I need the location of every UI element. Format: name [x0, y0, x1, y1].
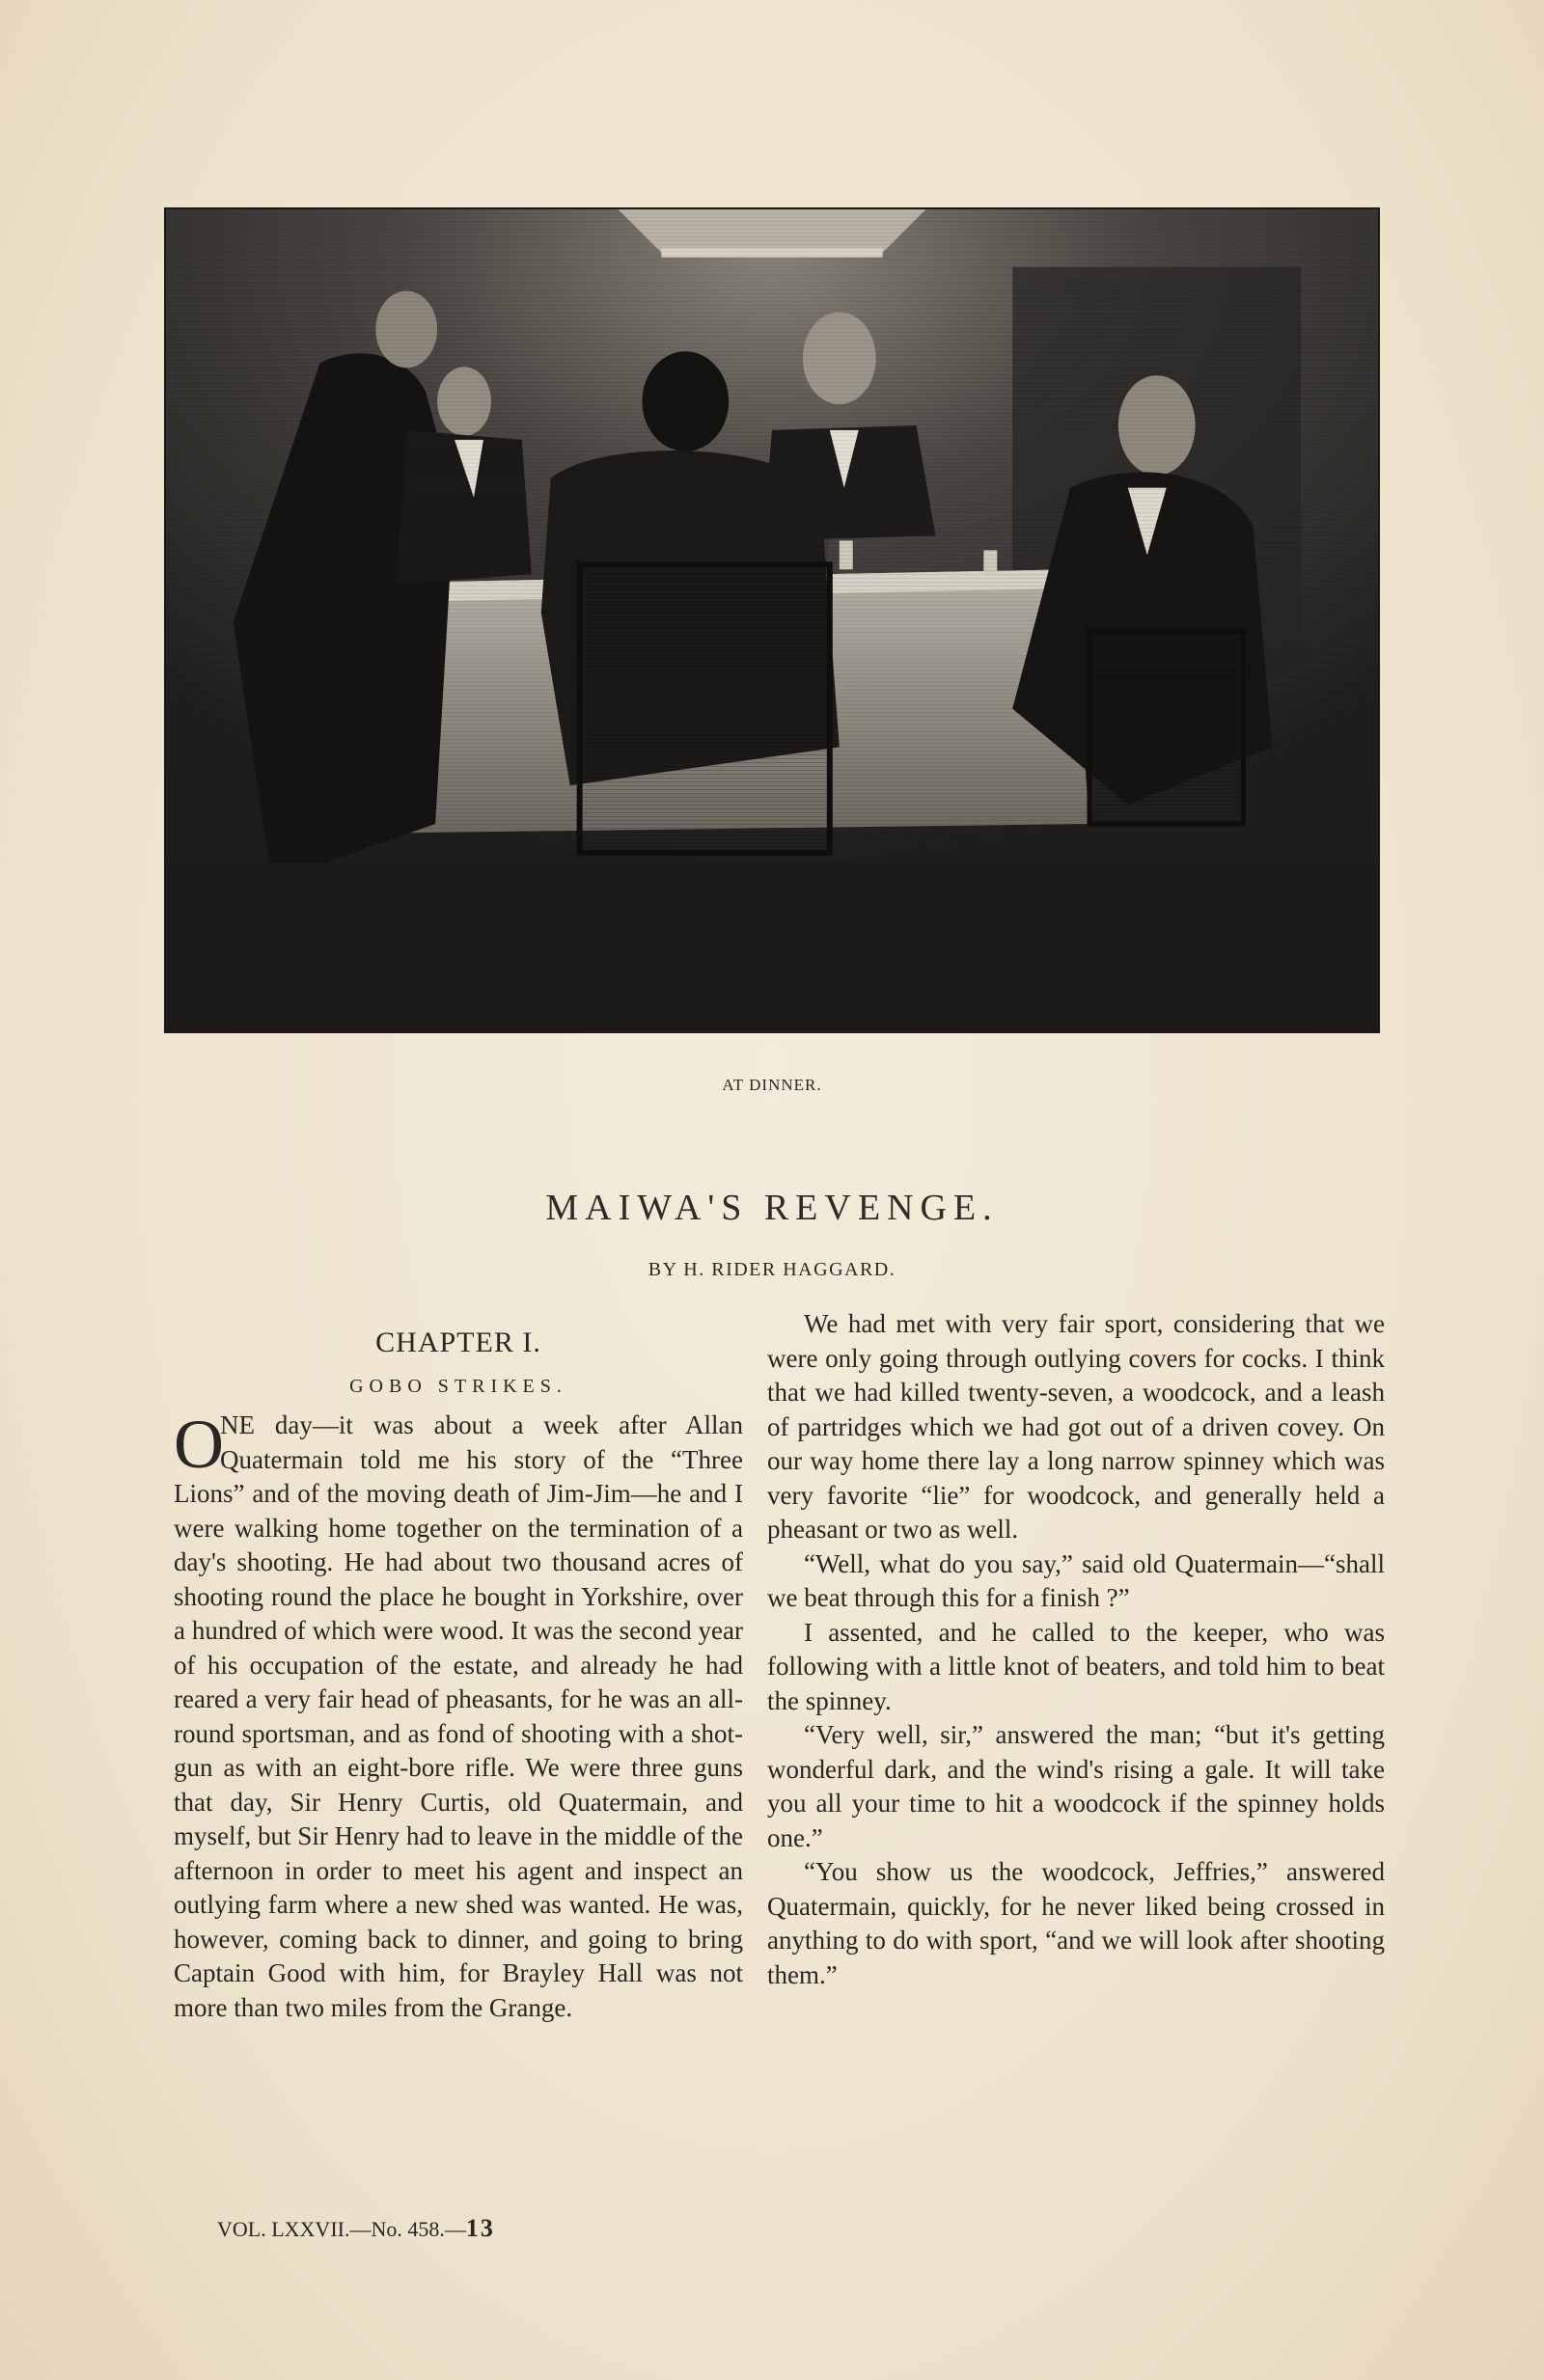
- article-title: MAIWA'S REVENGE.: [545, 1188, 999, 1228]
- paragraph: “Very well, sir,” answered the man; “but it's getting wonderful dark, and the wind's rising a gale. It will take you all your time to hit a woodcock if the spinney holds one.”: [767, 1720, 1385, 1852]
- page-number: 13: [465, 2214, 495, 2242]
- right-column: [767, 1307, 1385, 1992]
- page-footer: [217, 2214, 495, 2243]
- opening-paragraph: NE day—it was about a week after Allan Quatermain told me his story of the “Three Lions” and of the moving death of Jim-Jim—he and I were walking home together on the termination of a day's shooting. He had about two thousand acres of shooting round the place he bought in Yorkshire, over a hundred of which were wood. It was the second year of his occupation of the estate, and already he had reared a very fair head of pheasants, for he was an all-round sportsman, and as fond of shooting with a shot-gun as with an eight-bore rifle. We were three guns that day, Sir Henry Curtis, old Quatermain, and myself, but Sir Henry had to leave in the middle of the afternoon in order to meet his agent and inspect an outlying farm where a new shed was wanted. He was, however, coming back to dinner, and going to bring Captain Good with him, for Brayley Hall was not more than two miles from the Grange.: [174, 1410, 743, 2022]
- chapter-subtitle: GOBO STRIKES.: [349, 1376, 567, 1397]
- left-column: [174, 1322, 743, 2025]
- chapter-title: CHAPTER I.: [375, 1327, 541, 1358]
- volume-info: VOL. LXXVII.—No. 458.—: [217, 2217, 466, 2241]
- paragraph: “You show us the woodcock, Jeffries,” answered Quatermain, quickly, for he never liked being crossed in anything to do with sport, “and we will look after shooting them.”: [767, 1857, 1385, 1989]
- paragraph: I assented, and he called to the keeper, who was following with a little knot of beaters, and told him to beat the spinney.: [767, 1617, 1385, 1715]
- paragraph: “Well, what do you say,” said old Quatermain—“shall we beat through this for a finish ?”: [767, 1548, 1385, 1612]
- article-byline: BY H. RIDER HAGGARD.: [648, 1259, 896, 1280]
- dinner-engraving: [164, 207, 1380, 1033]
- engraving-artwork: [166, 209, 1378, 1031]
- illustration-caption: AT DINNER.: [722, 1076, 822, 1094]
- paragraph: We had met with very fair sport, considering that we were only going through outlying covers for cocks. I think that we had killed twenty-seven, a woodcock, and a leash of partridges which we had got out of a driven covey. On our way home there lay a long narrow spinney which was very favorite “lie” for woodcock, and generally held a pheasant or two as well.: [767, 1309, 1385, 1544]
- opening-paragraph-wrap: [174, 1406, 743, 2025]
- drop-cap: O: [174, 1406, 224, 1483]
